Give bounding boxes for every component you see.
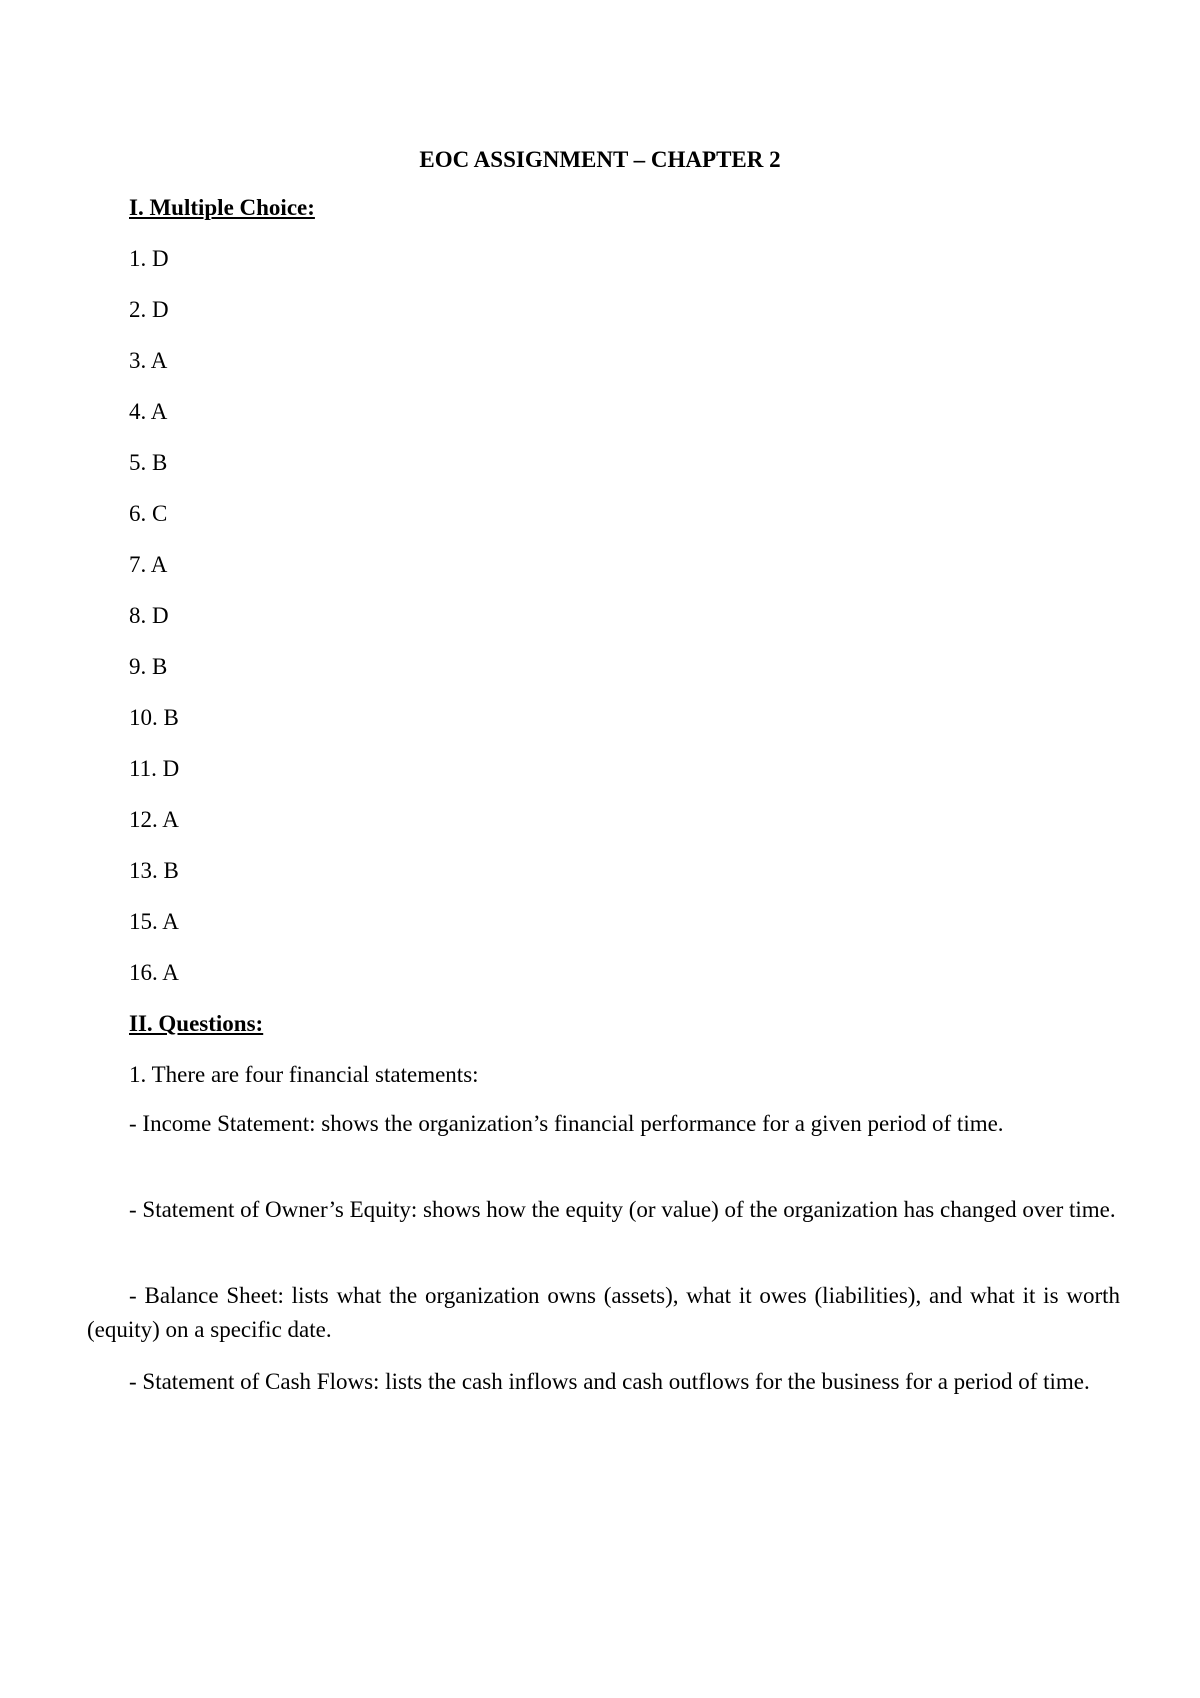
question-intro: 1. There are four financial statements: — [129, 1062, 479, 1087]
statement-income: - Income Statement: shows the organization’s financial performance for a given period of time. — [129, 1111, 1004, 1136]
answer-item: 8. D — [129, 603, 169, 628]
section-heading-multiple-choice: I. Multiple Choice: — [129, 195, 315, 220]
statement-cash-flows: - Statement of Cash Flows: lists the cash inflows and cash outflows for the business for a period of time. — [129, 1369, 1090, 1394]
answer-item: 13. B — [129, 858, 179, 883]
document-title: EOC ASSIGNMENT – CHAPTER 2 — [419, 147, 781, 172]
answer-item: 15. A — [129, 909, 179, 934]
statement-balance-sheet: - Balance Sheet: lists what the organization owns (assets), what it owes (liabilities), and what it is worth (equity) on a specific date. — [87, 1283, 1120, 1342]
answer-item: 12. A — [129, 807, 179, 832]
statement-owners-equity: - Statement of Owner’s Equity: shows how the equity (or value) of the organization has changed over time. — [129, 1197, 1116, 1222]
answer-item: 11. D — [129, 756, 180, 781]
answer-item: 7. A — [129, 552, 168, 577]
section-heading-questions: II. Questions: — [129, 1011, 264, 1036]
answer-item: 2. D — [129, 297, 169, 322]
answer-item: 16. A — [129, 960, 179, 985]
answer-item: 6. C — [129, 501, 168, 526]
answer-item: 3. A — [129, 348, 168, 373]
answer-item: 10. B — [129, 705, 179, 730]
answer-item: 4. A — [129, 399, 168, 424]
answer-item: 1. D — [129, 246, 169, 271]
answer-item: 5. B — [129, 450, 168, 475]
answer-item: 9. B — [129, 654, 168, 679]
